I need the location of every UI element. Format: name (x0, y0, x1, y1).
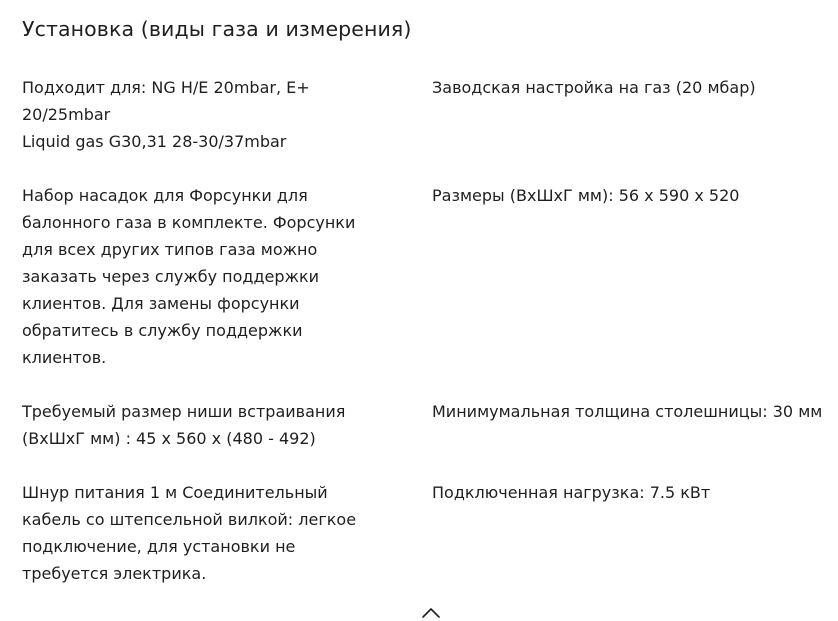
spec-line: Liquid gas G30,31 28-30/37mbar (22, 132, 287, 151)
spec-line: Шнур питания 1 м Соединительный (22, 483, 328, 502)
spec-line: 20/25mbar (22, 105, 111, 124)
spec-line: Размеры (ВхШхГ мм): 56 x 590 x 520 (432, 186, 740, 205)
spec-line: кабель со штепсельной вилкой: легкое (22, 510, 357, 529)
spec-line: Минимумальная толщина столешницы: 30 мм (432, 402, 823, 421)
spec-line: балонного газа в комплекте. Форсунки (22, 213, 356, 232)
spec-line: подключение, для установки не (22, 537, 296, 556)
spec-min-worktop-thickness (432, 398, 838, 425)
spec-line: заказать через службу поддержки (22, 267, 319, 286)
spec-line: клиентов. Для замены форсунки (22, 294, 300, 313)
collapse-toggle-button[interactable] (419, 604, 443, 620)
spec-suitable-gas (22, 74, 402, 155)
spec-factory-gas-setting (432, 74, 838, 101)
spec-line: обратитесь в службу поддержки (22, 321, 303, 340)
spec-niche-size (22, 398, 402, 452)
section-title: Установка (виды газа и измерения) (22, 17, 412, 41)
spec-line: Подключенная нагрузка: 7.5 кВт (432, 483, 711, 502)
spec-line: требуется электрика. (22, 564, 207, 583)
spec-connected-load (432, 479, 838, 506)
spec-line: Набор насадок для Форсунки для (22, 186, 308, 205)
spec-dimensions (432, 182, 838, 209)
spec-line: Заводская настройка на газ (20 мбар) (432, 78, 756, 97)
spec-line: для всех других типов газа можно (22, 240, 318, 259)
spec-power-cord (22, 479, 402, 587)
spec-line: Подходит для: NG H/E 20mbar, E+ (22, 78, 310, 97)
spec-line: (ВхШхГ мм) : 45 x 560 x (480 - 492) (22, 429, 316, 448)
spec-line: клиентов. (22, 348, 107, 367)
spec-nozzle-kit (22, 182, 402, 371)
spec-line: Требуемый размер ниши встраивания (22, 402, 346, 421)
chevron-up-icon (419, 604, 443, 620)
